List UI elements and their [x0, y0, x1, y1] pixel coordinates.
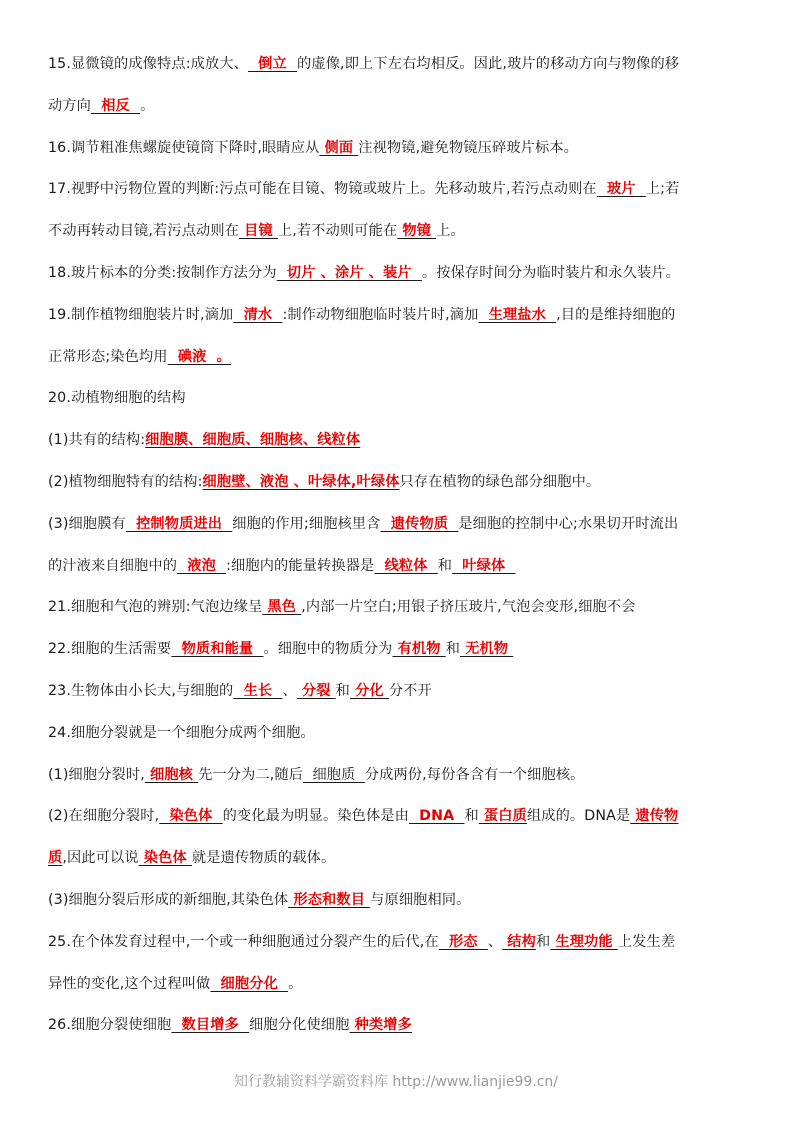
answer-blank: 形态	[438, 933, 488, 950]
text-segment: 和	[535, 933, 551, 950]
text-segment: 上。	[436, 223, 465, 240]
answer-blank: 生长	[233, 682, 283, 699]
answer-blank: 种类增多	[349, 1017, 412, 1034]
answer-blank: 遗传物质	[380, 515, 459, 532]
text-segment: 细胞分化使细胞	[249, 1017, 350, 1034]
text-segment: 是细胞的控制中心;水果切开时流出	[458, 515, 679, 532]
text-segment: 上发生差	[617, 933, 676, 950]
answer-blank: 分化	[349, 682, 389, 699]
answer-blank: 有机物	[392, 641, 446, 658]
text-line	[48, 388, 748, 408]
text-segment: (2)植物细胞特有的结构:	[48, 473, 203, 490]
answer-blank: 细胞质	[303, 766, 365, 783]
text-segment: 17.视野中污物位置的判断:污点可能在目镜、物镜或玻片上。先移动玻片,若污点动则在	[48, 181, 597, 198]
answer-blank: 结构	[502, 933, 536, 950]
text-line	[48, 639, 748, 659]
text-segment: ,目的是维持细胞的	[556, 306, 676, 323]
text-segment: 。	[288, 975, 303, 992]
text-line	[48, 556, 748, 576]
text-segment: ,因此可以说	[62, 850, 139, 867]
answer-blank: 形态和数目	[288, 891, 371, 908]
text-segment: 上,若不动则可能在	[277, 223, 398, 240]
answer-blank: 碘液 。	[167, 348, 232, 365]
answer-blank: 控制物质进出	[125, 515, 233, 532]
text-segment: 上;若	[645, 181, 680, 198]
text-line	[48, 514, 748, 534]
text-segment: 22.细胞的生活需要	[48, 641, 172, 658]
answer-blank: 分裂	[296, 682, 336, 699]
answer-blank: 细胞核	[144, 766, 199, 783]
answer-blank: 目镜	[239, 223, 278, 240]
text-segment: (3)细胞分裂后形成的新细胞,其染色体	[48, 891, 289, 908]
answer-blank: 相反	[91, 97, 141, 114]
text-line	[48, 54, 748, 74]
answer-blank: 细胞膜、细胞质、细胞核、线粒体	[145, 432, 361, 449]
text-line	[48, 848, 748, 868]
text-segment: 异性的变化,这个过程叫做	[48, 975, 211, 992]
document-body	[48, 54, 748, 1057]
text-segment: 与原细胞相同。	[370, 891, 471, 908]
text-segment: 20.动植物细胞的结构	[48, 390, 186, 407]
text-segment: 和	[437, 557, 453, 574]
text-line	[48, 806, 748, 826]
text-line	[48, 1015, 748, 1035]
text-line	[48, 681, 748, 701]
answer-blank: 物镜	[397, 223, 437, 240]
text-segment: 21.细胞和气泡的辨别:气泡边缘呈	[48, 599, 263, 616]
text-segment: (1)细胞分裂时,	[48, 766, 145, 783]
text-line	[48, 932, 748, 952]
answer-blank: 无机物	[460, 641, 514, 658]
text-segment: 、	[282, 682, 297, 699]
text-segment: :制作动物细胞临时装片时,滴加	[282, 306, 479, 323]
text-segment: (1)共有的结构:	[48, 432, 146, 449]
answer-blank: 黑色	[262, 599, 302, 616]
text-line	[48, 263, 748, 283]
text-segment: :细胞内的能量转换器是	[226, 557, 375, 574]
footer-watermark: 知行教辅资料学霸资料库 http://www.lianjie99.cn/	[233, 1074, 559, 1090]
answer-blank: 玻片	[596, 181, 646, 198]
text-segment: 。按保存时间分为临时装片和永久装片。	[421, 264, 680, 281]
text-line	[48, 890, 748, 910]
text-line	[48, 974, 748, 994]
text-segment: 26.细胞分裂使细胞	[48, 1017, 172, 1034]
text-segment: 分成两份,每份各含有一个细胞核。	[364, 766, 585, 783]
text-segment: 和	[464, 808, 479, 825]
text-segment: (2)在细胞分裂时,	[48, 808, 160, 825]
text-segment: 的汁液来自细胞中的	[48, 557, 178, 574]
text-segment: 和	[445, 641, 461, 658]
answer-blank: 生理功能	[550, 933, 618, 950]
answer-blank: 细胞分化	[210, 975, 289, 992]
text-line	[48, 430, 748, 450]
text-segment: 不动再转动目镜,若污点动则在	[48, 223, 240, 240]
text-line	[48, 723, 748, 743]
text-segment: 18.玻片标本的分类:按制作方法分为	[48, 264, 277, 281]
answer-blank: 遗传物	[630, 808, 679, 825]
text-segment: 。细胞中的物质分为	[263, 641, 393, 658]
answer-blank: 倒立	[248, 56, 298, 72]
text-segment: 19.制作植物细胞装片时,滴加	[48, 306, 234, 323]
answer-blank: 细胞壁、液泡 、叶绿体,叶绿体	[202, 473, 400, 490]
text-segment: 、	[487, 933, 503, 950]
text-segment: 正常形态;染色均用	[48, 348, 168, 365]
text-line	[48, 179, 748, 199]
text-segment: (3)细胞膜有	[48, 515, 126, 532]
text-segment: 16.调节粗准焦螺旋使镜筒下降时,眼睛应从	[48, 139, 320, 156]
answer-blank: 物质和能量	[171, 641, 264, 658]
text-segment: 注视物镜,避免物镜压碎玻片标本。	[358, 139, 579, 156]
text-segment: 就是遗传物质的载体。	[191, 850, 336, 867]
text-segment: ,内部一片空白;用银子挤压玻片,气泡会变形,细胞不会	[301, 599, 636, 616]
text-segment: 25.在个体发育过程中,一个或一种细胞通过分裂产生的后代,在	[48, 933, 439, 950]
text-segment: 动方向	[48, 97, 92, 114]
text-line	[48, 765, 748, 785]
answer-blank: 叶绿体	[452, 557, 516, 574]
text-segment: 。	[140, 97, 155, 114]
answer-blank: 质	[48, 850, 63, 867]
text-segment: 的虚像,即上下左右均相反。因此,玻片的移动方向与物像的移	[297, 56, 680, 72]
answer-blank: 生理盐水	[478, 306, 557, 323]
text-line	[48, 138, 748, 158]
answer-blank: 线粒体	[374, 557, 438, 574]
answer-blank: 数目增多	[171, 1017, 250, 1034]
text-segment: 分不开	[388, 682, 432, 699]
text-segment: 的变化最为明显。染色体是由	[222, 808, 409, 825]
text-segment: 细胞的作用;细胞核里含	[232, 515, 381, 532]
text-segment: 15.显微镜的成像特点:成放大、	[48, 56, 248, 72]
answer-blank: 液泡	[177, 557, 227, 574]
text-segment: 24.细胞分裂就是一个细胞分成两个细胞。	[48, 724, 315, 741]
text-segment: 23.生物体由小长大,与细胞的	[48, 682, 234, 699]
text-line	[48, 96, 748, 116]
answer-blank: 切片 、涂片 、装片	[276, 264, 422, 281]
text-line	[48, 221, 748, 241]
text-line	[48, 472, 748, 492]
answer-blank: 清水	[233, 306, 283, 323]
text-line	[48, 597, 748, 617]
text-line	[48, 347, 748, 367]
answer-blank: 染色体	[159, 808, 223, 825]
text-segment: 只存在植物的绿色部分细胞中。	[399, 473, 601, 490]
text-line	[48, 305, 748, 325]
answer-blank: 侧面	[319, 139, 359, 156]
answer-blank: 蛋白质	[478, 808, 527, 825]
text-segment: 组成的。DNA是	[526, 808, 631, 825]
text-segment: 先一分为二,随后	[198, 766, 304, 783]
text-segment: 和	[335, 682, 350, 699]
answer-blank: DNA	[409, 808, 465, 825]
answer-blank: 染色体	[138, 850, 192, 867]
